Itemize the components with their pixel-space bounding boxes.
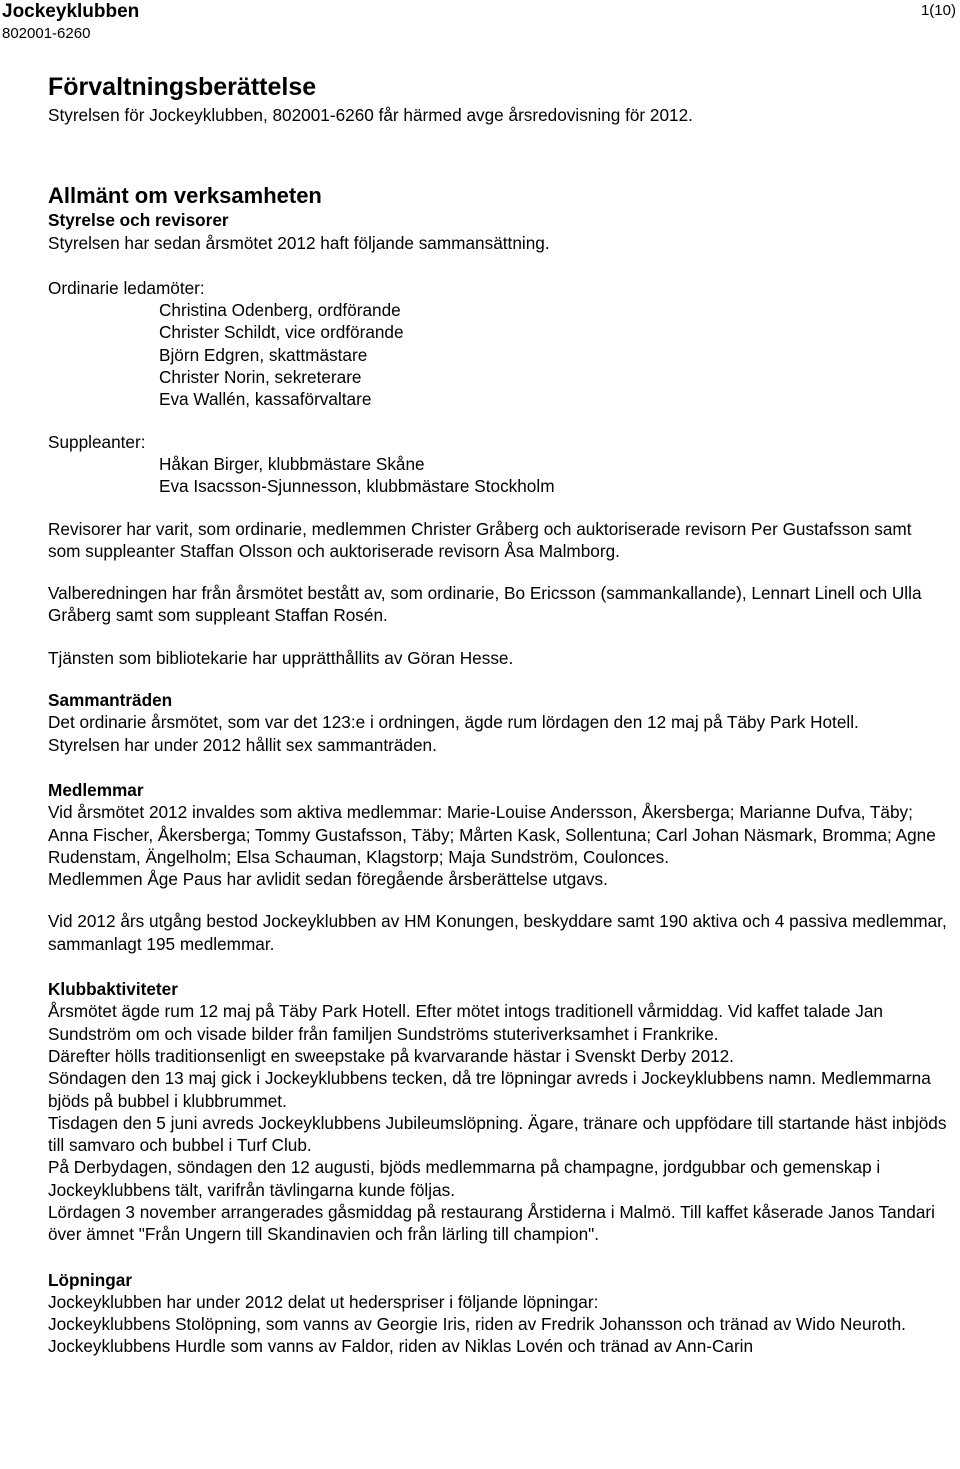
board-intro: Styrelsen har sedan årsmötet 2012 haft följande sammansättning. [48, 232, 550, 253]
subsection-title-board: Styrelse och revisorer [48, 210, 229, 231]
intro-paragraph: Styrelsen för Jockeyklubben, 802001-6260 får härmed avge årsredovisning för 2012. [48, 105, 693, 125]
section-title-meetings: Sammanträden [48, 690, 173, 711]
section-title-races: Löpningar [48, 1269, 133, 1290]
activities-line: Därefter hölls traditionsenligt en sweepstake på kvarvarande hästar i Svenskt Derby 2012. [48, 1045, 734, 1066]
meetings-line: Styrelsen har under 2012 hållit sex sammanträden. [48, 734, 437, 755]
members-line: Vid årsmötet 2012 invaldes som aktiva medlemmar: Marie-Louise Andersson, Åkersberga; Marianne Dufva, Täby; Anna Fischer, Åkersberga; Tommy Gustafsson, Täby; Mårten Kask, Sollentuna; Carl Johan Näsmark, Bromma; Agne Rudenstam, Ängelholm; Elsa Schauman, Klagstorp; Maja Sundström, Coulonces. [48, 802, 936, 867]
races-line: Jockeyklubbens Hurdle som vanns av Faldor, riden av Niklas Lovén och tränad av Ann-Carin [48, 1336, 754, 1357]
document-body [48, 72, 948, 1358]
activities-line: Lördagen 3 november arrangerades gåsmiddag på restaurang Årstiderna i Malmö. Till kaffet kåserade Janos Tandari över ämnet "Från Ungern till Skandinavien och från lärling till champion". [48, 1201, 935, 1245]
ordinary-members-label: Ordinarie ledamöter: [48, 277, 205, 298]
list-item: Björn Edgren, skattmästare [159, 344, 368, 365]
header-page-indicator: 1(10) [920, 2, 956, 19]
races-line: Jockeyklubbens Stolöpning, som vanns av Georgie Iris, riden av Fredrik Johansson och tränad av Wido Neuroth. [48, 1314, 906, 1335]
activities-line: Årsmötet ägde rum 12 maj på Täby Park Hotell. Efter mötet intogs traditionell vårmiddag. Vid kaffet talade Jan Sundström om och visade bilder från familjen Sundströms stuteriverksamhet i Frankrike. [48, 1001, 883, 1044]
list-item: Christina Odenberg, ordförande [159, 300, 401, 321]
section-title-general: Allmänt om verksamheten [48, 183, 322, 209]
section-title-members: Medlemmar [48, 779, 144, 800]
list-item: Håkan Birger, klubbmästare Skåne [159, 453, 425, 474]
list-item: Eva Wallén, kassaförvaltare [159, 389, 372, 410]
header-org-name: Jockeyklubben [2, 1, 140, 22]
deputies-label: Suppleanter: [48, 431, 146, 452]
nomination-paragraph: Valberedningen har från årsmötet bestått av, som ordinarie, Bo Ericsson (sammankallande), Lennart Linell och Ulla Gråberg samt som suppleant Staffan Rosén. [48, 583, 922, 626]
list-item: Christer Norin, sekreterare [159, 367, 362, 388]
document-title: Förvaltningsberättelse [48, 73, 317, 101]
list-item: Christer Schildt, vice ordförande [159, 322, 404, 343]
deputies-list [48, 453, 948, 498]
activities-line: Söndagen den 13 maj gick i Jockeyklubbens tecken, då tre löpningar avreds i Jockeyklubbens namn. Medlemmarna bjöds på bubbel i klubbrummet. [48, 1068, 931, 1111]
members-line: Medlemmen Åge Paus har avlidit sedan föregående årsberättelse utgavs. [48, 869, 608, 890]
auditors-paragraph: Revisorer har varit, som ordinarie, medlemmen Christer Gråberg och auktoriserade revisorn Per Gustafsson samt som suppleanter Staffan Olsson och auktoriserade revisorn Åsa Malmborg. [48, 518, 912, 561]
header-org-number: 802001-6260 [2, 25, 91, 42]
races-line: Jockeyklubben har under 2012 delat ut hederspriser i följande löpningar: [48, 1291, 599, 1312]
section-title-activities: Klubbaktiviteter [48, 979, 178, 1000]
librarian-paragraph: Tjänsten som bibliotekarie har upprätthållits av Göran Hesse. [48, 647, 514, 668]
ordinary-members-list [48, 299, 948, 410]
members-summary: Vid 2012 års utgång bestod Jockeyklubben av HM Konungen, beskyddare samt 190 aktiva och 4 passiva medlemmar, sammanlagt 195 medlemmar. [48, 911, 947, 954]
activities-line: På Derbydagen, söndagen den 12 augusti, bjöds medlemmarna på champagne, jordgubbar och gemenskap i Jockeyklubbens tält, varifrån tävlingarna kunde följas. [48, 1157, 881, 1200]
list-item: Eva Isacsson-Sjunnesson, klubbmästare Stockholm [159, 476, 555, 497]
activities-line: Tisdagen den 5 juni avreds Jockeyklubbens Jubileumslöpning. Ägare, tränare och uppfödare till startande häst inbjöds till samvaro och bubbel i Turf Club. [48, 1112, 947, 1156]
meetings-line: Det ordinarie årsmötet, som var det 123:e i ordningen, ägde rum lördagen den 12 maj på Täby Park Hotell. [48, 712, 859, 733]
